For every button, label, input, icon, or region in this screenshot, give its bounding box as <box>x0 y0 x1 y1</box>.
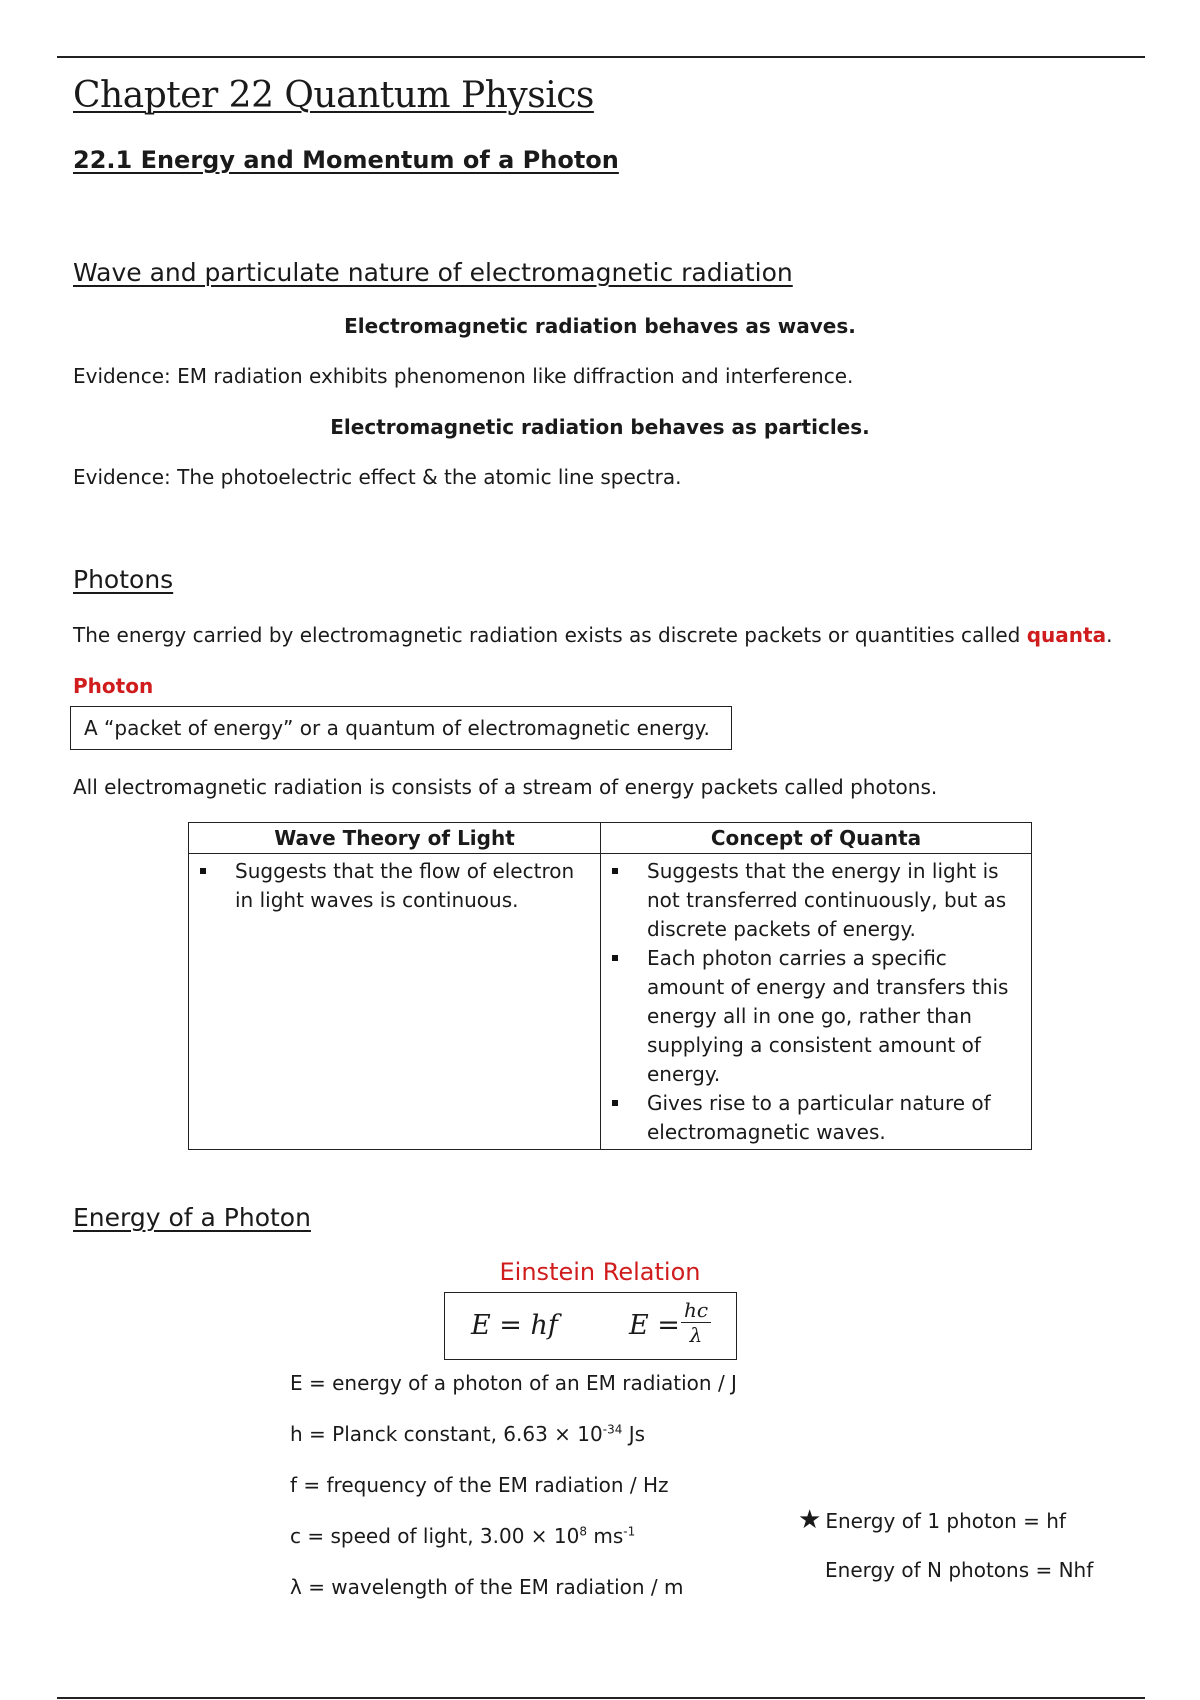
var-planck-exponent: -34 <box>602 1422 623 1437</box>
formula-e-equals-hf: E = hf <box>471 1310 558 1341</box>
wave-particle-heading: Wave and particulate nature of electromagnetic radiation <box>73 258 793 287</box>
photon-definition-box: A “packet of energy” or a quantum of electromagnetic energy. <box>70 706 732 750</box>
formula-box <box>444 1292 737 1360</box>
einstein-relation-title: Einstein Relation <box>499 1258 701 1286</box>
bottom-rule <box>57 1697 1145 1699</box>
var-speed-text: c = speed of light, 3.00 × 10 <box>290 1524 580 1548</box>
quanta-point: Suggests that the energy in light is not transferred continuously, but as discrete packets of energy. <box>601 857 1031 944</box>
quanta-sentence-text: The energy carried by electromagnetic radiation exists as discrete packets or quantities called <box>73 623 1021 647</box>
quanta-point: Each photon carries a specific amount of energy and transfers this energy all in one go, rather than supplying a consistent amount of energy. <box>601 944 1031 1089</box>
var-planck-text: h = Planck constant, 6.63 × 10 <box>290 1422 603 1446</box>
var-frequency: f = frequency of the EM radiation / Hz <box>290 1473 669 1497</box>
fraction-numerator: hc <box>681 1299 711 1323</box>
var-speed <box>290 1524 635 1548</box>
wave-theory-column <box>189 823 601 1149</box>
wave-theory-list <box>189 854 600 915</box>
waves-evidence: Evidence: EM radiation exhibits phenomenon like diffraction and interference. <box>73 364 854 388</box>
formula-fraction <box>681 1299 711 1347</box>
quanta-sentence <box>73 623 1112 647</box>
particles-statement: Electromagnetic radiation behaves as particles. <box>330 415 870 439</box>
quanta-term: quanta <box>1026 623 1107 647</box>
var-speed-exponent: 8 <box>579 1524 588 1539</box>
quanta-column <box>601 823 1031 1149</box>
wave-theory-header: Wave Theory of Light <box>189 823 600 854</box>
section-title: 22.1 Energy and Momentum of a Photon <box>73 146 619 174</box>
var-wavelength: λ = wavelength of the EM radiation / m <box>290 1575 684 1599</box>
photon-stream-sentence: All electromagnetic radiation is consists of a stream of energy packets called photons. <box>73 775 938 799</box>
particles-evidence: Evidence: The photoelectric effect & the atomic line spectra. <box>73 465 682 489</box>
quanta-period: . <box>1106 623 1113 647</box>
star-icon: ★ <box>798 1505 822 1535</box>
chapter-title: Chapter 22 Quantum Physics <box>73 75 594 116</box>
photons-heading: Photons <box>73 565 174 594</box>
quanta-list <box>601 854 1031 1147</box>
wave-theory-point: Suggests that the flow of electron in light waves is continuous. <box>189 857 600 915</box>
energy-heading: Energy of a Photon <box>73 1203 311 1232</box>
quanta-point: Gives rise to a particular nature of electromagnetic waves. <box>601 1089 1031 1147</box>
formula-e-equals: E = <box>629 1310 680 1341</box>
one-photon-note-text: Energy of 1 photon = hf <box>825 1509 1066 1533</box>
top-rule <box>57 56 1145 58</box>
one-photon-note <box>798 1505 1066 1535</box>
quanta-header: Concept of Quanta <box>601 823 1031 854</box>
var-energy: E = energy of a photon of an EM radiation / J <box>290 1371 737 1395</box>
n-photons-note: Energy of N photons = Nhf <box>825 1558 1094 1582</box>
waves-statement: Electromagnetic radiation behaves as waves. <box>344 314 856 338</box>
fraction-denominator: λ <box>689 1323 703 1347</box>
var-speed-unit: ms <box>587 1524 624 1548</box>
var-planck <box>290 1422 645 1446</box>
var-planck-unit: Js <box>622 1422 646 1446</box>
photon-label: Photon <box>73 674 154 698</box>
comparison-table <box>188 822 1032 1150</box>
var-speed-unit-exponent: -1 <box>623 1524 636 1539</box>
